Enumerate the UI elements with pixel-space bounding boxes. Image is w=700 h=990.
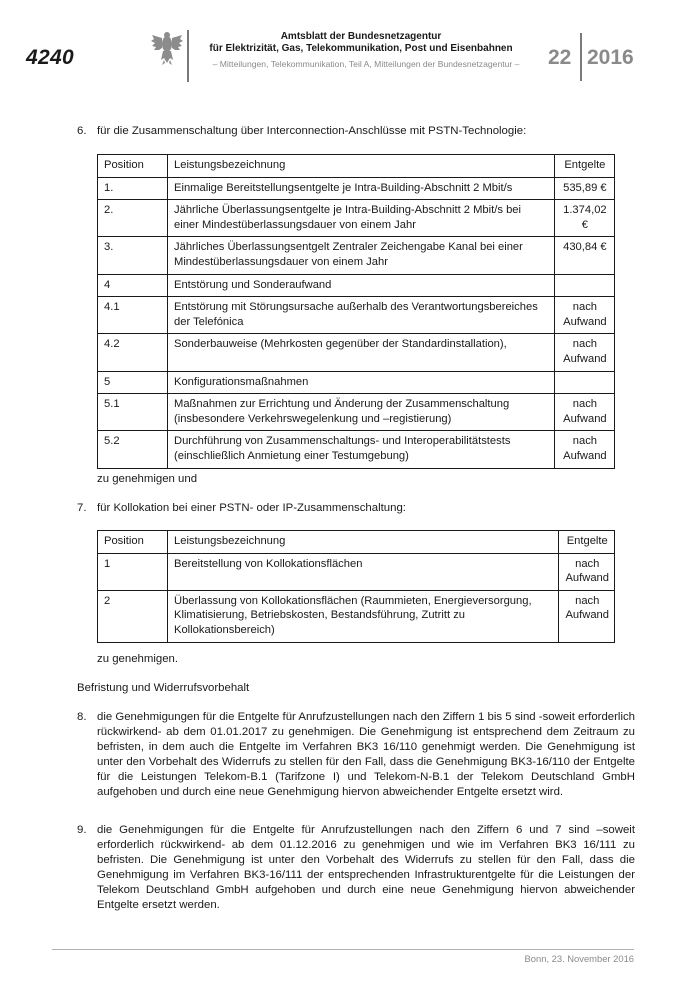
position-cell: 2. [98,200,168,237]
price-text: 535,89 € [563,181,607,194]
price-cell [554,177,614,200]
price-text: nach [572,301,598,314]
table-row [98,371,615,394]
description-cell: Überlassung von Kollokationsflächen (Raummieten, Energieversorgung, Klimatisierung, Betriebskosten, Bestandsführung, Zutritt zu Kollokationsbereich) [168,590,559,642]
item-number-6: 6. [77,125,87,137]
header-divider [187,30,189,82]
price-text: nach [572,338,598,351]
price-text: Aufwand [563,352,607,365]
table-header-row [98,531,615,554]
table-row [98,200,615,237]
section8-text: die Genehmigungen für die Entgelte für Anrufzustellungen nach den Ziffern 1 bis 5 sind -soweit erforderlich rückwirkend- ab dem 01.01.2017 zu genehmigen. Die Genehmigung ist entsprechend dem Zeitraum zu befristen, in dem auch die Entgelte im Verfahren BK3 16/110 genehmigt werden. Die Genehmigung ist unter den Vorbehalt des Widerrufs zu stellen für den Fall, dass die Genehmigung BK3-16/110 der Entgelte für die Leistungen Telekom-B.1 (Tarifzone I) und Telekom-N-B.1 der Telekom Deutschland GmbH aufgehoben und durch eine neue Genehmigung hiervon abweichender Entgelte ersetzt wird. [97,711,636,798]
column-header: Entgelte [554,155,614,178]
price-cell [554,394,614,431]
description-cell: Bereitstellung von Kollokationsflächen [168,553,559,590]
price-text: Aufwand [565,609,609,622]
section7-intro: für Kollokation bei einer PSTN- oder IP-Zusammenschaltung: [97,502,406,514]
publication-subtitle: – Mitteilungen, Telekommunikation, Teil A, Mitteilungen der Bundesnetzagentur – [212,59,520,69]
issue-number: 22 [548,46,572,69]
collocation-fee-table [97,530,615,643]
price-text: 1.374,02 € [563,204,607,231]
page-number: 4240 [26,46,74,69]
price-cell [554,274,614,297]
section7-outro: zu genehmigen. [97,653,179,665]
column-header: Leistungsbezeichnung [168,155,555,178]
column-header: Position [98,531,168,554]
publication-title-line2: für Elektrizität, Gas, Telekommunikation, Post und Eisenbahnen [209,43,513,54]
position-cell: 5.2 [98,431,168,468]
table-row [98,590,615,642]
price-cell [554,371,614,394]
description-cell: Jährliches Überlassungsentgelt Zentraler Zeichengabe Kanal bei einer Mindestüberlassungsdauer von einem Jahr [168,237,555,274]
price-cell [559,590,615,642]
pstn-fee-table [97,154,615,469]
table-row [98,297,615,334]
position-cell: 4.1 [98,297,168,334]
price-text: Aufwand [563,412,607,425]
issue-divider [580,33,582,81]
section-heading: Befristung und Widerrufsvorbehalt [77,682,250,694]
table-row [98,334,615,371]
position-cell: 5.1 [98,394,168,431]
price-text: 430,84 € [563,241,607,254]
column-header: Entgelte [559,531,615,554]
description-cell: Jährliche Überlassungsentgelte je Intra-Building-Abschnitt 2 Mbit/s bei einer Mindestüberlassungsdauer von einem Jahr [168,200,555,237]
table-row [98,177,615,200]
publication-title-line1: Amtsblatt der Bundesnetzagentur [280,31,442,42]
issue-year: 2016 [587,46,634,69]
footer-place-date: Bonn, 23. November 2016 [524,953,634,964]
position-cell: 4.2 [98,334,168,371]
description-cell: Einmalige Bereitstellungsentgelte je Intra-Building-Abschnitt 2 Mbit/s [168,177,555,200]
table-row [98,553,615,590]
price-cell [559,553,615,590]
price-text: nach [572,435,598,448]
price-cell [554,200,614,237]
section6-outro: zu genehmigen und [97,473,198,485]
table-row [98,394,615,431]
price-text: nach [572,398,598,411]
position-cell: 2 [98,590,168,642]
description-cell: Maßnahmen zur Errichtung und Änderung der Zusammenschaltung (insbesondere Verkehrswegelenkung und –registierung) [168,394,555,431]
price-text: nach [575,594,600,607]
position-cell: 4 [98,274,168,297]
description-cell: Entstörung und Sonderaufwand [168,274,555,297]
price-text: Aufwand [565,572,609,585]
item-number-7: 7. [77,502,87,514]
description-cell: Konfigurationsmaßnahmen [168,371,555,394]
price-cell [554,334,614,371]
position-cell: 3. [98,237,168,274]
price-cell [554,237,614,274]
description-cell: Entstörung mit Störungsursache außerhalb des Verantwortungsbereiches der Telefónica [168,297,555,334]
position-cell: 5 [98,371,168,394]
price-text: Aufwand [563,449,607,462]
price-text: Aufwand [563,315,607,328]
item-number-9: 9. [77,824,87,836]
price-cell [554,431,614,468]
item-number-8: 8. [77,711,87,723]
table-row [98,274,615,297]
footer-divider [52,949,634,950]
column-header: Position [98,155,168,178]
table-row [98,237,615,274]
position-cell: 1 [98,553,168,590]
federal-eagle-logo [151,30,183,66]
price-text: nach [575,557,600,570]
position-cell: 1. [98,177,168,200]
description-cell: Durchführung von Zusammenschaltungs- und Interoperabilitätstests (einschließlich Anmietung einer Testumgebung) [168,431,555,468]
section9-text: die Genehmigungen für die Entgelte für Anrufzustellungen nach den Ziffern 6 und 7 sind –soweit erforderlich rückwirkend- ab dem 01.12.2016 zu genehmigen und wie im Verfahren BK3 16/111 zu befristen. Die Genehmigung ist unter den Vorbehalt des Widerrufs zu stellen für den Fall, dass die Genehmigung im Verfahren BK3-16/111 der entsprechenden Infrastrukturentgelte für die Leistungen der Telekom Deutschland GmbH aufgehoben und durch eine neue Genehmigung hiervon abweichender Entgelte ersetzt werden. [97,824,635,911]
table-row [98,431,615,468]
table-header-row [98,155,615,178]
section6-intro: für die Zusammenschaltung über Interconnection-Anschlüsse mit PSTN-Technologie: [97,125,527,137]
price-cell [554,297,614,334]
description-cell: Sonderbauweise (Mehrkosten gegenüber der Standardinstallation), [168,334,555,371]
column-header: Leistungsbezeichnung [168,531,559,554]
